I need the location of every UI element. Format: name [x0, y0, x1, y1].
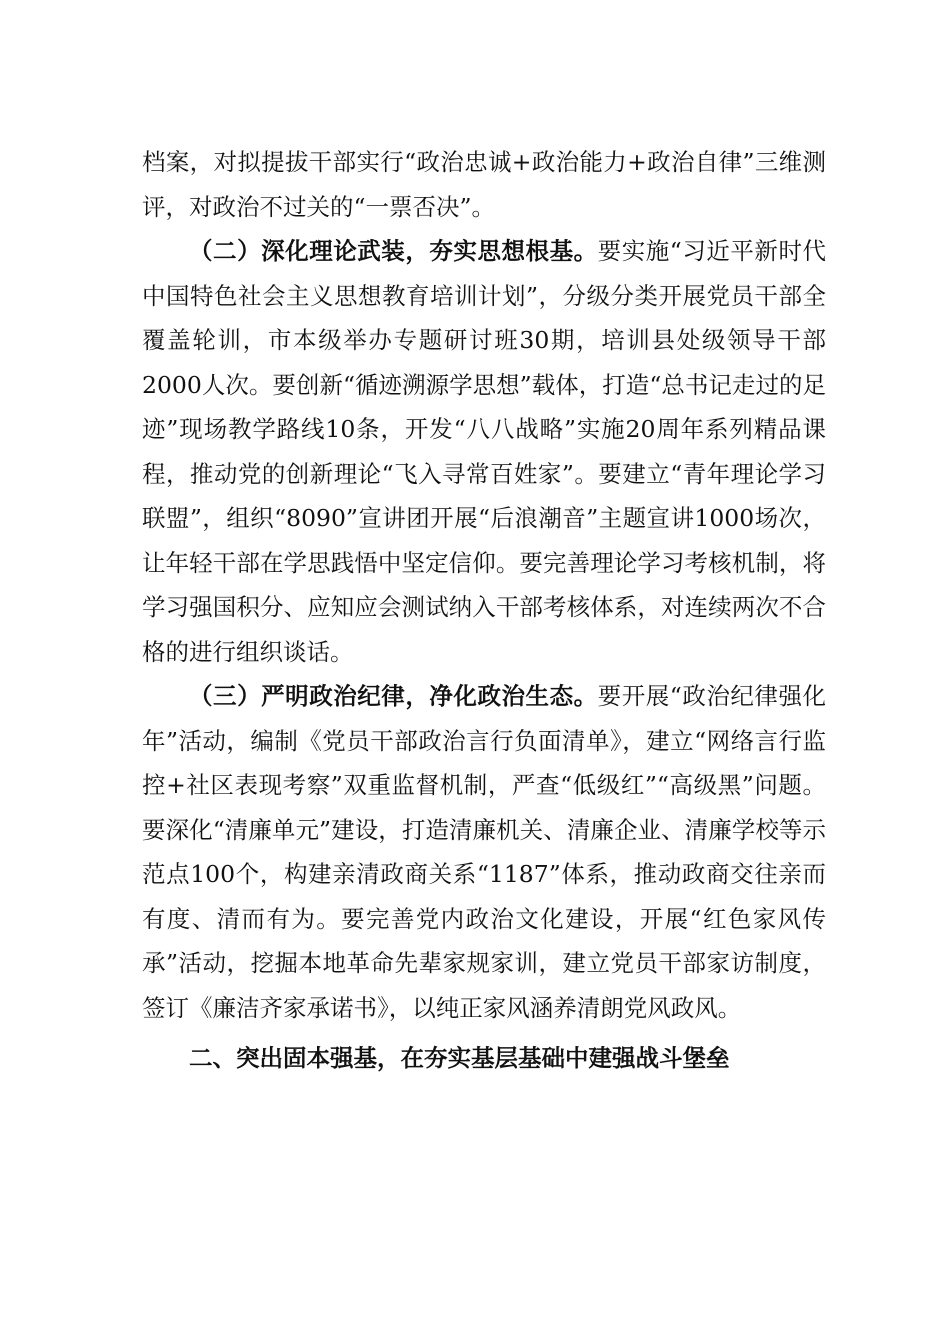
- document-page: [142, 140, 826, 1081]
- paragraph-continuation: [142, 140, 826, 229]
- paragraph-text: 要开展“政治纪律强化年”活动，编制《党员干部政治言行负面清单》，建立“网络言行监控+社区表现考察”双重监督机制，严查“低级红”“高级黑”问题。要深化“清廉单元”建设，打造清廉机关、清廉企业、清廉学校等示范点100个，构建亲清政商关系“1187”体系，推动政商交往亲而有度、清而有为。要完善党内政治文化建设，开展“红色家风传承”活动，挖掘本地革命先辈家规家训，建立党员干部家访制度，签订《廉洁齐家承诺书》，以纯正家风涵养清朗党风政风。: [142, 682, 827, 1022]
- paragraph-lead: （三）严明政治纪律，净化政治生态。: [189, 682, 598, 710]
- paragraph-theory-armament: [142, 229, 826, 674]
- paragraph-text: 档案，对拟提拔干部实行“政治忠诚+政治能力+政治自律”三维测评，对政治不过关的“一票否决”。: [142, 148, 826, 221]
- paragraph-text: 要实施“习近平新时代中国特色社会主义思想教育培训计划”，分级分类开展党员干部全覆盖轮训，市本级举办专题研讨班30期，培训县处级领导干部2000人次。要创新“循迹溯源学思想”载体，打造“总书记走过的足迹”现场教学路线10条，开发“八八战略”实施20周年系列精品课程，推动党的创新理论“飞入寻常百姓家”。要建立“青年理论学习联盟”，组织“8090”宣讲团开展“后浪潮音”主题宣讲1000场次，让年轻干部在学思践悟中坚定信仰。要完善理论学习考核机制，将学习强国积分、应知应会测试纳入干部考核体系，对连续两次不合格的进行组织谈话。: [142, 237, 827, 666]
- paragraph-lead: （二）深化理论武装，夯实思想根基。: [189, 237, 598, 265]
- paragraph-political-discipline: [142, 674, 826, 1030]
- section-heading: 二、突出固本强基，在夯实基层基础中建强战斗堡垒: [189, 1044, 730, 1072]
